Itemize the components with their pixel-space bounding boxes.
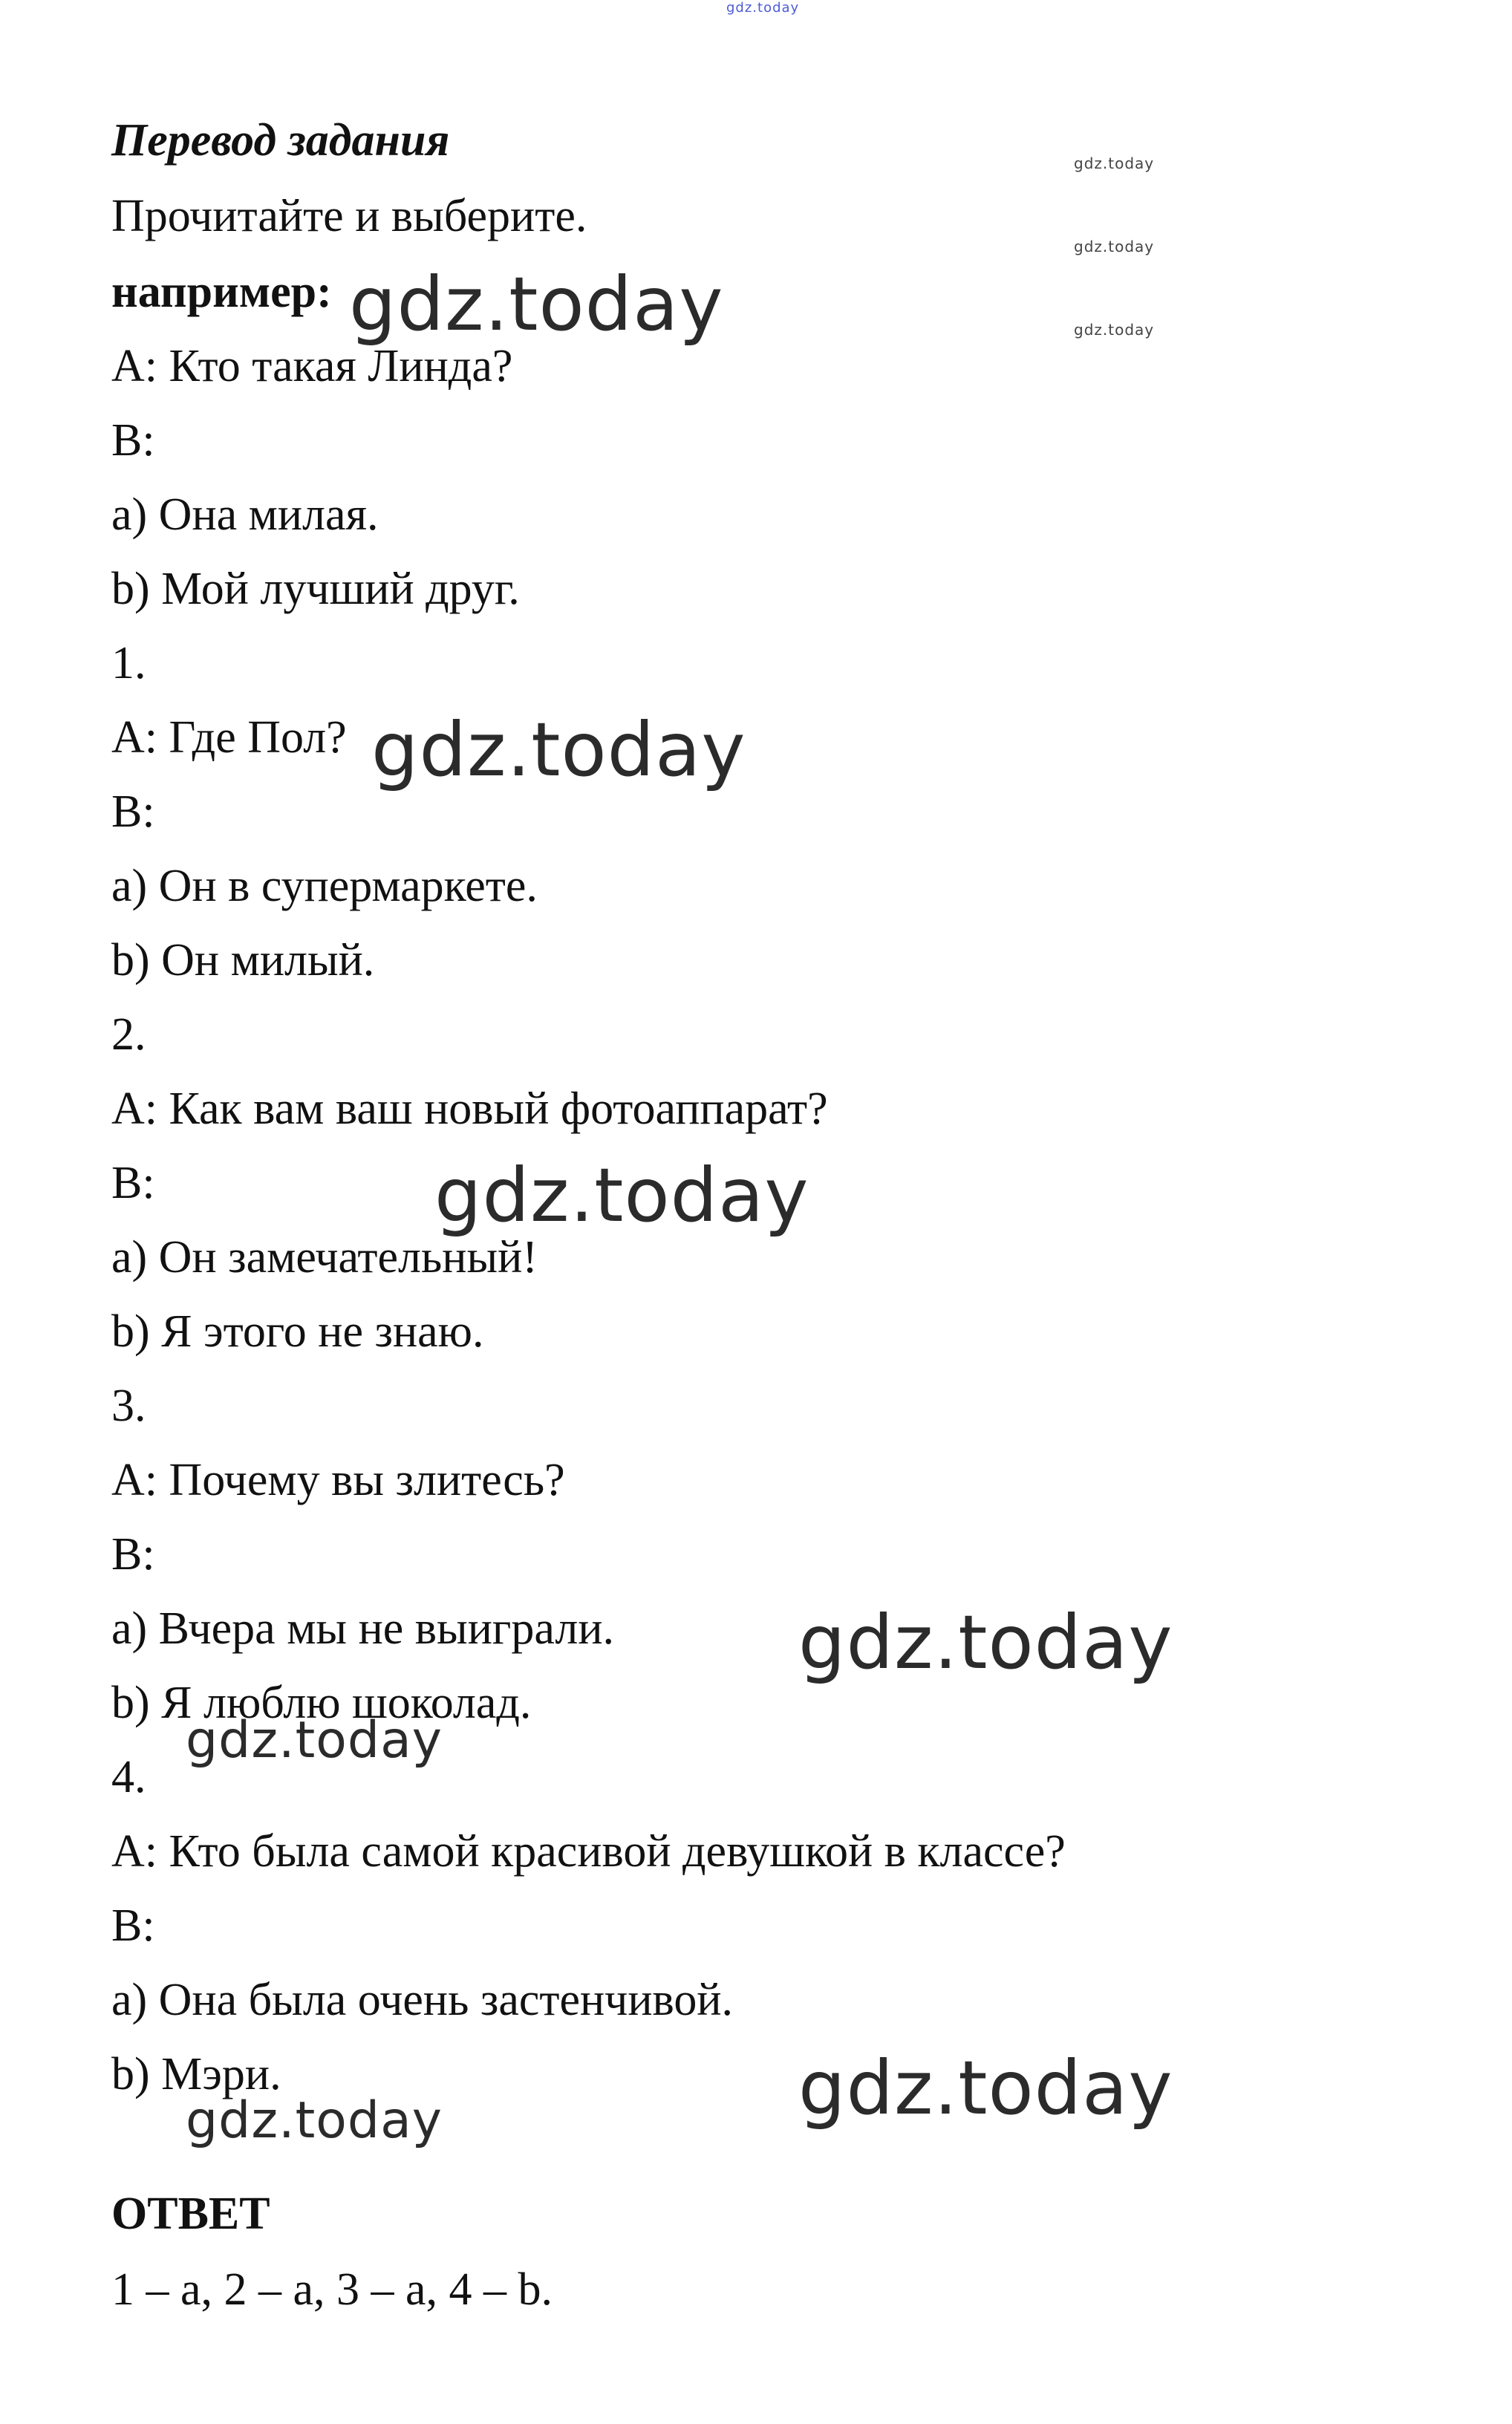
watermark-small: gdz.today xyxy=(1074,238,1155,255)
watermark: gdz.today xyxy=(371,706,746,793)
task-3-question: A: Почему вы злитесь? xyxy=(111,1455,565,1505)
watermark-small: gdz.today xyxy=(1074,154,1155,172)
example-option-b: b) Мой лучший друг. xyxy=(111,564,520,614)
example-question: A: Кто такая Линда? xyxy=(111,341,513,391)
task-3-option-a: a) Вчера мы не выиграли. xyxy=(111,1603,615,1654)
example-option-a: a) Она милая. xyxy=(111,489,379,540)
watermark-small: gdz.today xyxy=(1074,321,1155,339)
task-3-answer-label: B: xyxy=(111,1529,155,1580)
task-number-4: 4. xyxy=(111,1752,146,1802)
answer-heading: ОТВЕТ xyxy=(111,2189,270,2239)
watermark: gdz.today xyxy=(434,1152,809,1239)
example-answer-label: B: xyxy=(111,415,155,466)
answer-text: 1 – a, 2 – a, 3 – a, 4 – b. xyxy=(111,2264,553,2315)
watermark: gdz.today xyxy=(798,1599,1173,1686)
task-1-answer-label: B: xyxy=(111,786,155,837)
task-4-question: A: Кто была самой красивой девушкой в классе? xyxy=(111,1826,1066,1877)
task-number-1: 1. xyxy=(111,638,146,688)
task-2-question: A: Как вам ваш новый фотоаппарат? xyxy=(111,1084,828,1134)
task-4-answer-label: B: xyxy=(111,1900,155,1951)
watermark: gdz.today xyxy=(186,1711,443,1770)
watermark: gdz.today xyxy=(798,2045,1173,2131)
task-4-option-b: b) Мэри. xyxy=(111,2049,281,2099)
task-number-3: 3. xyxy=(111,1381,146,1431)
example-label: например: xyxy=(111,267,332,317)
task-number-2: 2. xyxy=(111,1009,146,1060)
watermark-top: gdz.today xyxy=(726,0,800,16)
watermark: gdz.today xyxy=(349,261,724,348)
task-4-option-a: a) Она была очень застенчивой. xyxy=(111,1975,734,2025)
task-3-option-b: b) Я люблю шоколад. xyxy=(111,1678,532,1728)
task-2-answer-label: B: xyxy=(111,1158,155,1208)
task-1-question: A: Где Пол? xyxy=(111,712,347,763)
page-title: Перевод задания xyxy=(111,115,450,166)
task-1-option-b: b) Он милый. xyxy=(111,935,375,985)
task-2-option-b: b) Я этого не знаю. xyxy=(111,1306,484,1357)
watermark: gdz.today xyxy=(186,2091,443,2150)
task-1-option-a: a) Он в супермаркете. xyxy=(111,861,538,911)
instruction-text: Прочитайте и выберите. xyxy=(111,191,587,241)
task-2-option-a: a) Он замечательный! xyxy=(111,1232,538,1283)
